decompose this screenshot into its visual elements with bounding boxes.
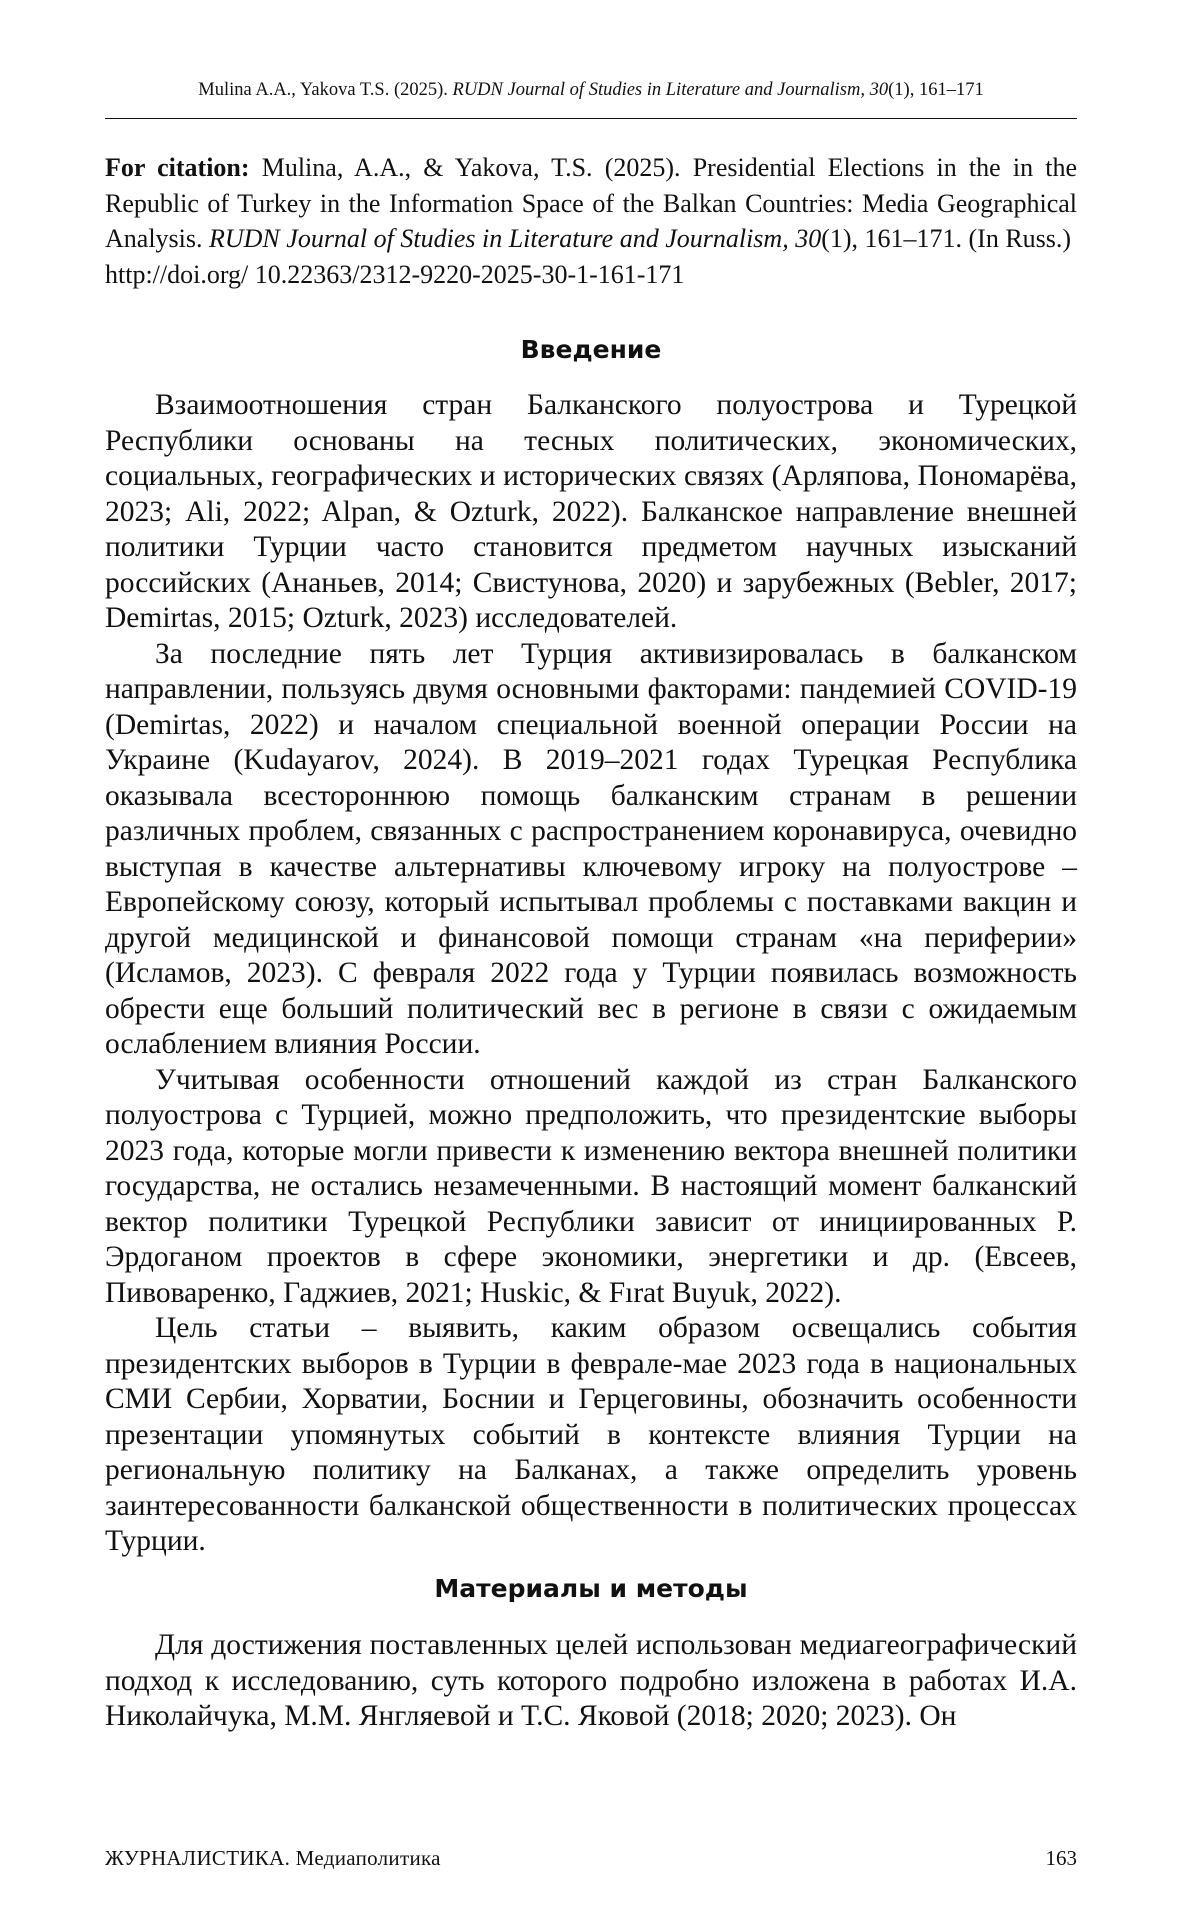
section-heading-introduction: Введение [105, 334, 1077, 366]
paragraph: Для достижения поставленных целей использован медиагеографический подход к исследованию, суть которого подробно изложена в работах И.А. Николайчука, М.М. Янгляевой и Т.С. Яковой (2018; 2020; 2023). Он [105, 1628, 1077, 1735]
citation-doi-link[interactable]: http://doi.org/ 10.22363/2312-9220-2025-30-1-161-171 [105, 260, 684, 289]
section-heading-methods: Материалы и методы [105, 1573, 1077, 1605]
citation-label: For citation: [105, 153, 250, 182]
footer-section-title: ЖУРНАЛИСТИКА. Медиаполитика [105, 1845, 441, 1871]
header-rule [105, 118, 1077, 119]
introduction-body [105, 388, 1077, 1560]
running-head-journal: RUDN Journal of Studies in Literature and Journalism, 30 [453, 80, 889, 100]
running-head-tail: (1), 161–171 [888, 80, 984, 100]
paragraph: За последние пять лет Турция активизировалась в балканском направлении, пользуясь двумя основными факторами: пандемией COVID-19 (Demirtas, 2022) и началом специальной военной операции России на Украине (Kudayarov, 2024). В 2019–2021 годах Турецкая Республика оказывала всестороннюю помощь балканским странам в решении различных проблем, связанных с распространением коронавируса, очевидно выступая в качестве альтернативы ключевому игроку на полуострове – Европейскому союзу, который испытывал проблемы с поставками вакцин и другой медицинской и финансовой помощи странам «на периферии» (Исламов, 2023). С февраля 2022 года у Турции появилась возможность обрести еще больший политический вес в регионе в связи с ожидаемым ослаблением влияния России. [105, 637, 1077, 1063]
page-number: 163 [1046, 1845, 1078, 1871]
citation-text: Mulina, A.A., & Yakova, T.S. (2025). Presidential Elections in the in the Republic of Turkey in the Information Space of the Balkan Countries: Media Geographical Analysis. [105, 153, 1077, 253]
running-head-authors: Mulina A.A., Yakova T.S. (2025). [198, 80, 452, 100]
methods-body [105, 1628, 1077, 1735]
citation-text-tail: (1), 161–171. (In Russ.) [821, 224, 1071, 253]
journal-page [0, 0, 1200, 1906]
citation-block [105, 150, 1077, 292]
paragraph: Взаимоотношения стран Балканского полуострова и Турецкой Республики основаны на тесных политических, экономических, социальных, географических и исторических связях (Арляпова, Пономарёва, 2023; Ali, 2022; Alpan, & Ozturk, 2022). Балканское направление внешней политики Турции часто становится предметом научных изысканий российских (Ананьев, 2014; Свистунова, 2020) и зарубежных (Bebler, 2017; Demirtas, 2015; Ozturk, 2023) исследователей. [105, 388, 1077, 637]
paragraph: Цель статьи – выявить, каким образом освещались события президентских выборов в Турции в феврале-мае 2023 года в национальных СМИ Сербии, Хорватии, Боснии и Герцеговины, обозначить особенности презентации упомянутых событий в контексте влияния Турции на региональную политику на Балканах, а также определить уровень заинтересованности балканской общественности в политических процессах Турции. [105, 1311, 1077, 1560]
citation-journal: RUDN Journal of Studies in Literature and Journalism, 30 [209, 224, 821, 253]
running-head [105, 78, 1077, 102]
paragraph: Учитывая особенности отношений каждой из стран Балканского полуострова с Турцией, можно предположить, что президентские выборы 2023 года, которые могли привести к изменению вектора внешней политики государства, не остались незамеченными. В настоящий момент балканский вектор политики Турецкой Республики зависит от инициированных Р. Эрдоганом проектов в сфере экономики, энергетики и др. (Евсеев, Пивоваренко, Гаджиев, 2021; Huskic, & Fırat Buyuk, 2022). [105, 1063, 1077, 1312]
